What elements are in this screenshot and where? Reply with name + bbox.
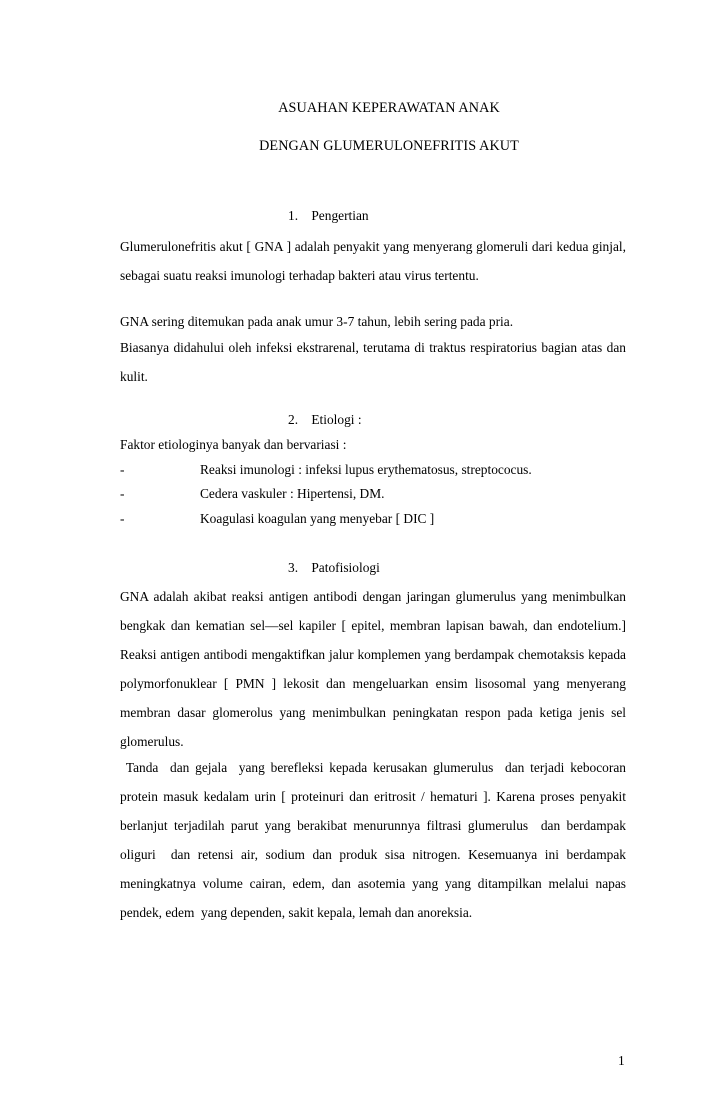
list-dash: -: [120, 462, 125, 477]
document-title-line1: ASUAHAN KEPERAWATAN ANAK: [278, 100, 500, 116]
paragraph: Faktor etiologinya banyak dan bervariasi :: [120, 437, 347, 452]
paragraph: Glumerulonefritis akut [ GNA ] adalah penyakit yang menyerang glomeruli dari kedua ginjal, sebagai suatu reaksi imunologi terhadap bakteri atau virus tertentu.: [120, 239, 626, 283]
section-heading-patofisiologi: [288, 560, 380, 576]
section-number: 1.: [288, 208, 299, 223]
section-number: 3.: [288, 560, 299, 575]
page-number: 1: [618, 1053, 625, 1068]
list-item-text: Reaksi imunologi : infeksi lupus erythematosus, streptococus.: [200, 462, 532, 477]
paragraph: Tanda dan gejala yang berefleksi kepada kerusakan glumerulus dan terjadi kebocoran protein masuk kedalam urin [ proteinuri dan eritrosit / hematuri ]. Karena proses penyakit berlanjut terjadilah parut yang berakibat menurunnya filtrasi glumerulus dan berdampak oliguri dan retensi air, sodium dan produk sisa nitrogen. Kesemuanya ini berdampak meningkatnya volume cairan, edem, dan asotemia yang yang ditampilkan melalui napas pendek, edem yang dependen, sakit kepala, lemah dan anoreksia.: [120, 760, 630, 920]
section-number: 2.: [288, 412, 299, 427]
paragraph: Biasanya didahului oleh infeksi ekstrarenal, terutama di traktus respiratorius bagian atas dan kulit.: [120, 340, 626, 384]
list-item-text: Cedera vaskuler : Hipertensi, DM.: [200, 486, 385, 501]
section-title: Etiologi :: [311, 412, 362, 427]
paragraph: GNA adalah akibat reaksi antigen antibodi dengan jaringan glumerulus yang menimbulkan bengkak dan kematian sel—sel kapiler [ epitel, membran lapisan bawah, dan endotelium.] Reaksi antigen antibodi mengaktifkan jalur komplemen yang berdampak chemotaksis kepada polymorfonuklear [ PMN ] lekosit dan mengeluarkan ensim lisosomal yang menyerang membran dasar glomerolus yang menimbulkan peningkatan respon pada ketiga jenis sel glomerulus.: [120, 589, 626, 749]
section-title: Patofisiologi: [311, 560, 380, 575]
list-item-text: Koagulasi koagulan yang menyebar [ DIC ]: [200, 511, 435, 526]
document-title-line2: DENGAN GLUMERULONEFRITIS AKUT: [259, 138, 519, 154]
section-title: Pengertian: [311, 208, 369, 223]
section-heading-pengertian: [288, 208, 369, 224]
list-dash: -: [120, 511, 125, 526]
paragraph: GNA sering ditemukan pada anak umur 3-7 tahun, lebih sering pada pria.: [120, 314, 514, 329]
section-heading-etiologi: [288, 412, 362, 428]
list-dash: -: [120, 486, 125, 501]
